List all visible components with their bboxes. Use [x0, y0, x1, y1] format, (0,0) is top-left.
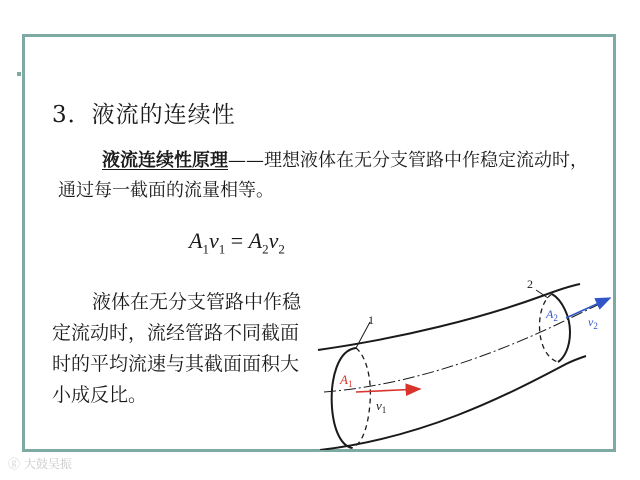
section-2-front	[552, 294, 570, 362]
formula-velocity-2: v	[268, 228, 279, 253]
section-1-front	[332, 348, 356, 448]
formula-velocity-1: v	[208, 228, 219, 253]
section-1-back	[352, 348, 370, 448]
principle-paragraph	[58, 146, 598, 206]
principle-dash: ——	[228, 150, 264, 171]
pipe-bottom-wall	[320, 356, 586, 450]
formula-sub: 1	[202, 241, 209, 257]
formula-equals: =	[225, 228, 249, 253]
pipe-centerline	[324, 300, 608, 392]
principle-text: 理想液体在无分支管路中作稳定流动时，通过每一截面的流量相等。	[58, 150, 588, 201]
label-v1: $v_1$	[376, 398, 387, 415]
formula-area-2: A	[248, 228, 263, 253]
label-2: 2	[527, 277, 533, 291]
watermark-logo-icon: ⓖ	[8, 457, 24, 471]
label-A2: $A_2$	[546, 307, 558, 323]
label-1: 1	[368, 313, 374, 327]
formula-sub: 2	[278, 241, 285, 257]
formula-sub: 1	[218, 241, 226, 257]
pipe-flow-diagram	[312, 268, 616, 450]
section-heading: 3．液流的连续性	[52, 102, 236, 128]
frame-tab-mark	[17, 72, 21, 76]
watermark: ⓖ 大鼓吴振	[8, 457, 72, 471]
continuity-formula	[189, 228, 285, 257]
section-2-back	[540, 294, 559, 362]
principle-term: 液流连续性原理	[102, 150, 228, 171]
explanation-text: 液体在无分支管路中作稳定流动时，流经管路不同截面时的平均流速与其截面面积大小成反比。	[52, 291, 302, 406]
explanation-paragraph	[52, 287, 302, 411]
label-v2: $v_2$	[588, 315, 598, 331]
formula-area-1: A	[189, 228, 203, 253]
formula-sub: 2	[262, 241, 269, 257]
velocity-arrow-1	[356, 389, 420, 392]
label-A1: $A_1$	[340, 372, 353, 389]
